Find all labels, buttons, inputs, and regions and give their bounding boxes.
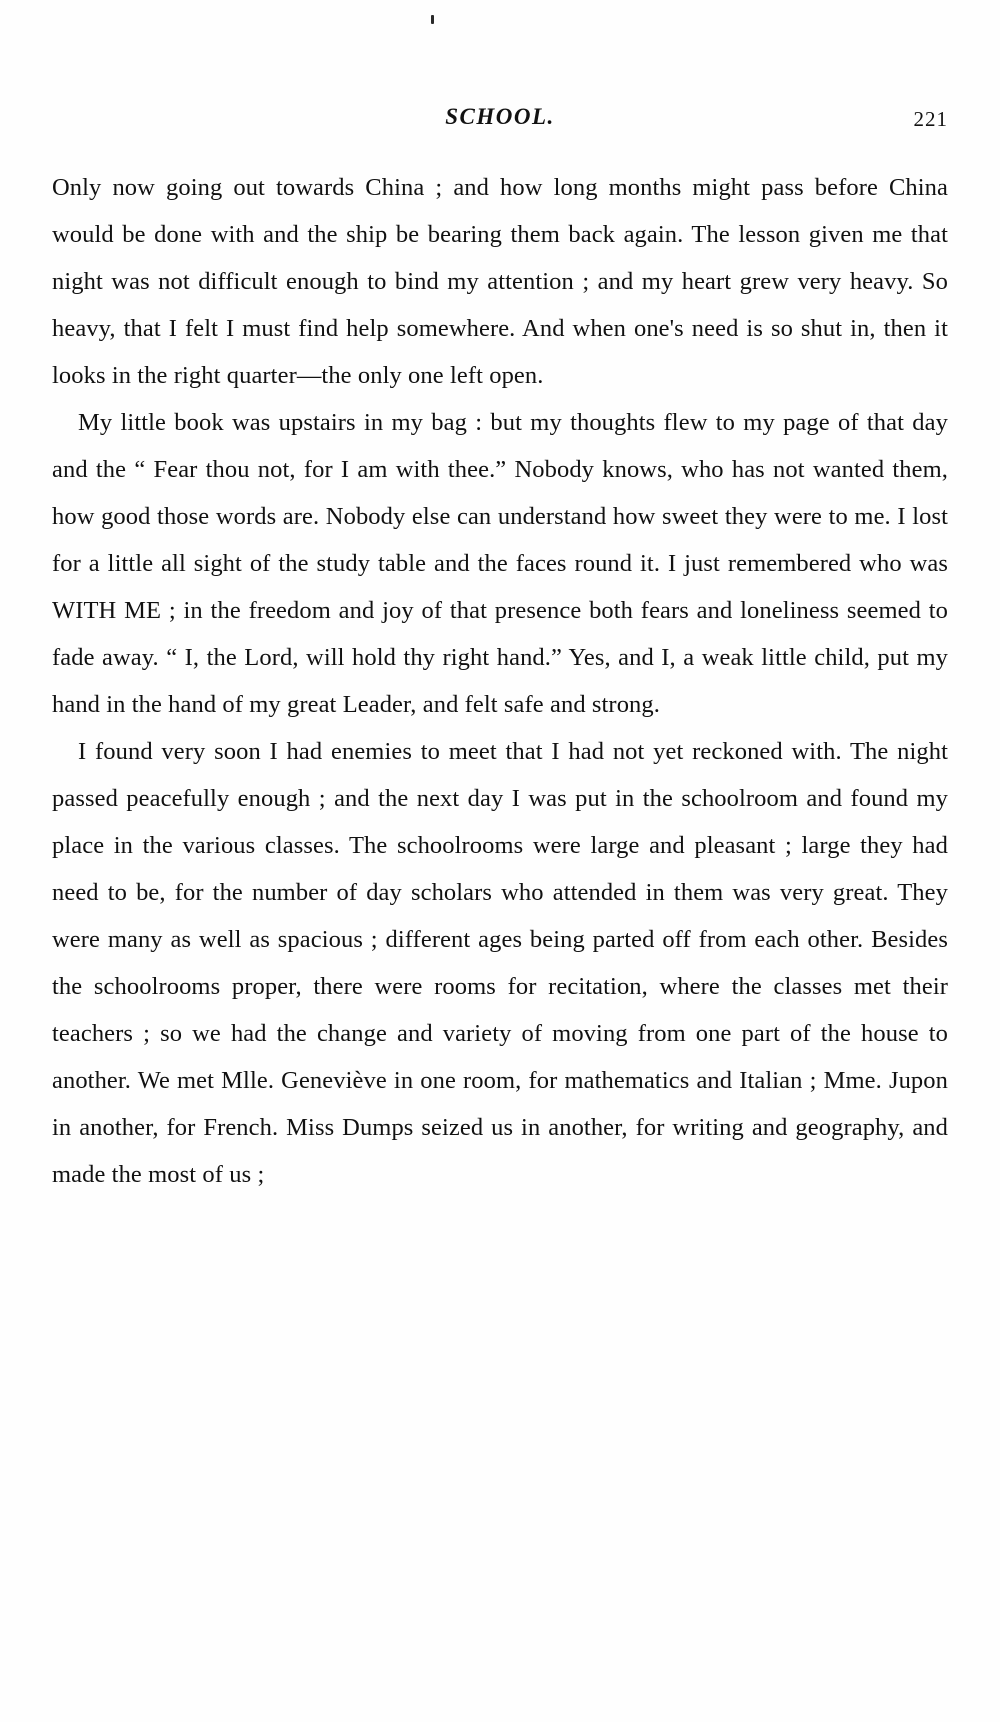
paragraph-1: Only now going out towards China ; and how long months might pass before China would be done with and the ship be bearing them back again. The lesson given me that night was not difficult enough to bind my attention ; and my heart grew very heavy. So heavy, that I felt I must find help somewhere. And when one's need is so shut in, then it looks in the right quarter—the only one left open. <box>52 174 948 389</box>
paragraph-2: My little book was upstairs in my bag : but my thoughts flew to my page of that day and the “ Fear thou not, for I am with thee.” Nobody knows, who has not wanted them, how good those words are. Nobody else can understand how sweet they were to me. I lost for a little all sight of the study table and the faces round it. I just remembered who was WITH ME ; in the freedom and joy of that presence both fears and loneliness seemed to fade away. “ I, the Lord, will hold thy right hand.” Yes, and I, a weak little child, put my hand in the hand of my great Leader, and felt safe and strong. <box>52 409 948 718</box>
page-number: 221 <box>913 107 948 131</box>
running-title: SCHOOL. <box>445 104 555 129</box>
printers-mark-icon <box>431 15 434 24</box>
body-text <box>52 164 948 1198</box>
paragraph-3: I found very soon I had enemies to meet that I had not yet reckoned with. The night passed peacefully enough ; and the next day I was put in the schoolroom and found my place in the various classes. The schoolrooms were large and pleasant ; large they had need to be, for the number of day scholars who attended in them was very great. They were many as well as spacious ; different ages being parted off from each other. Besides the schoolrooms proper, there were rooms for recitation, where the classes met their teachers ; so we had the change and variety of moving from one part of the house to another. We met Mlle. Geneviève in one room, for mathematics and Italian ; Mme. Jupon in another, for French. Miss Dumps seized us in another, for writing and geography, and made the most of us ; <box>52 738 948 1188</box>
page-header <box>52 104 948 138</box>
